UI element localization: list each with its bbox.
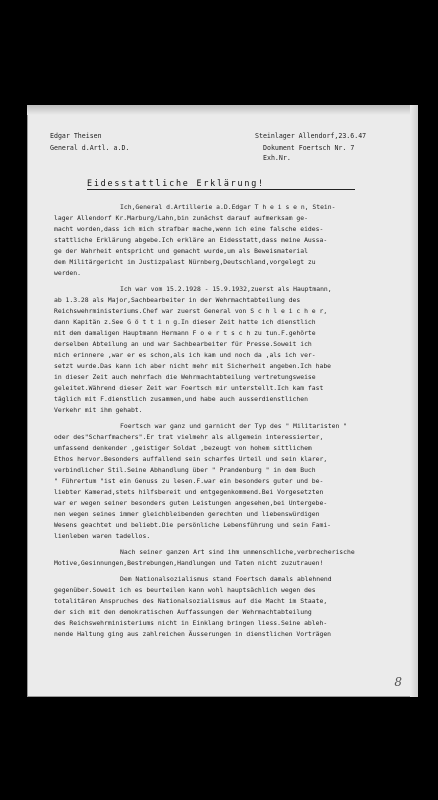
body-line: stattliche Erklärung abgebe.Ich erkläre an Eidesstatt,dass meine Aussa-	[54, 236, 328, 244]
body-line: Wesens geachtet und beliebt.Die persönliche Lebensführung und sein Fami-	[54, 521, 332, 529]
body-line: des Reichswehrministeriums nicht in Einklang bringen liess.Seine ableh-	[54, 619, 328, 627]
body-line: werden.	[54, 269, 81, 277]
body-line: Ethos hervor.Besonders auffallend sein scharfes Urteil und sein klarer,	[54, 455, 328, 463]
document-page	[27, 105, 418, 697]
body-line: in dieser Zeit auch mehrfach die Wehrmachtabteilung vertretungsweise	[54, 373, 316, 381]
document-title: Eidesstattliche Erklärung!	[87, 178, 265, 188]
body-line: lienleben waren tadellos.	[54, 532, 151, 540]
author-rank: General d.Artl. a.D.	[50, 144, 130, 152]
body-line: lager Allendorf Kr.Marburg/Lahn,bin zunächst darauf aufmerksam ge-	[54, 214, 308, 222]
body-line: mich erinnere ,war er es schon,als ich kam und noch da ,als ich ver-	[54, 351, 316, 359]
page-edge-shadow-right	[410, 105, 418, 697]
body-line: Verkehr mit ihm gehabt.	[54, 406, 143, 414]
body-line: Reichswehrministeriums.Chef war zuerst General von S c h l e i c h e r,	[54, 307, 328, 315]
body-line: nende Haltung ging aus zahlreichen Äusserungen in dienstlichen Vorträgen	[54, 630, 332, 638]
body-line: Ich war vom 15.2.1928 - 15.9.1932,zuerst als Hauptmann,	[120, 285, 332, 293]
place-date: Steinlager Allendorf,23.6.47	[255, 132, 367, 140]
title-underline	[87, 189, 355, 190]
body-line: täglich mit F.dienstlich zusammen,und habe auch ausserdienstlichen	[54, 395, 308, 403]
body-line: Nach seiner ganzen Art sind ihm unmenschliche,verbrecherische	[120, 548, 355, 556]
body-line: dann Kapitän z.See G ö t t i n g.In dieser Zeit hatte ich dienstlich	[54, 318, 316, 326]
body-line: ge der Wahrheit entspricht und gemacht wurde,um als Beweismaterial	[54, 247, 308, 255]
body-line: setzt wurde.Das kann ich aber nicht mehr mit Sicherheit angeben.Ich habe	[54, 362, 332, 370]
body-line: liebter Kamerad,stets hilfsbereit und entgegenkommend.Bei Vorgesetzten	[54, 488, 324, 496]
page-number-mark: 8	[394, 675, 402, 689]
body-line: Ich,General d.Artillerie a.D.Edgar T h e i s e n, Stein-	[120, 203, 336, 211]
body-line: oder des"Scharfmachers".Er trat vielmehr als allgemein interessierter,	[54, 433, 324, 441]
body-line: war er wegen seiner besonders guten Leistungen angesehen,bei Untergebe-	[54, 499, 328, 507]
exhibit-number-label: Exh.Nr.	[263, 154, 291, 162]
body-line: mit dem damaligen Hauptmann Hermann F o e r t s c h zu tun.F.gehörte	[54, 329, 316, 337]
body-line: gegenüber.Soweit ich es beurteilen kann wohl hauptsächlich wegen des	[54, 586, 316, 594]
body-line: dem Militärgericht im Justizpalast Nürnberg,Deutschland,vorgelegt zu	[54, 258, 316, 266]
body-line: nen wegen seines immer gleichbleibenden gerechten und liebenswürdigen	[54, 510, 320, 518]
body-line: verbindlicher Stil.Seine Abhandlung über " Prandenburg " in dem Buch	[54, 466, 316, 474]
body-line: geleitet.Während dieser Zeit war Foertsch mir unterstellt.Ich kam fast	[54, 384, 324, 392]
author-name: Edgar Theisen	[50, 132, 102, 140]
body-line: der sich mit den demokratischen Auffassungen der Wehrmachtabteilung	[54, 608, 312, 616]
body-line: " Führertum "ist ein Genuss zu lesen.F.war ein besonders guter und be-	[54, 477, 324, 485]
body-line: Dem Nationalsozialismus stand Foertsch damals ablehnend	[120, 575, 332, 583]
body-line: ab 1.3.28 als Major,Sachbearbeiter in der Wehrmachtabteilung des	[54, 296, 301, 304]
document-reference: Dokument Foertsch Nr. 7	[263, 144, 355, 152]
body-line: derselben Abteilung an und war Sachbearbeiter für Presse.Soweit ich	[54, 340, 312, 348]
body-line: Foertsch war ganz und garnicht der Typ des " Militaristen "	[120, 422, 348, 430]
page-edge-shadow	[27, 105, 418, 115]
body-line: Motive,Gesinnungen,Bestrebungen,Handlungen und Taten nicht zuzutrauen!	[54, 559, 324, 567]
body-line: macht worden,dass ich mich strafbar mache,wenn ich eine falsche eides-	[54, 225, 324, 233]
body-line: totalitären Anspruches des Nationalsozialismus auf die Macht im Staate,	[54, 597, 328, 605]
body-line: umfassend denkender ,geistiger Soldat ,bezeugt von hohem sittlichem	[54, 444, 312, 452]
